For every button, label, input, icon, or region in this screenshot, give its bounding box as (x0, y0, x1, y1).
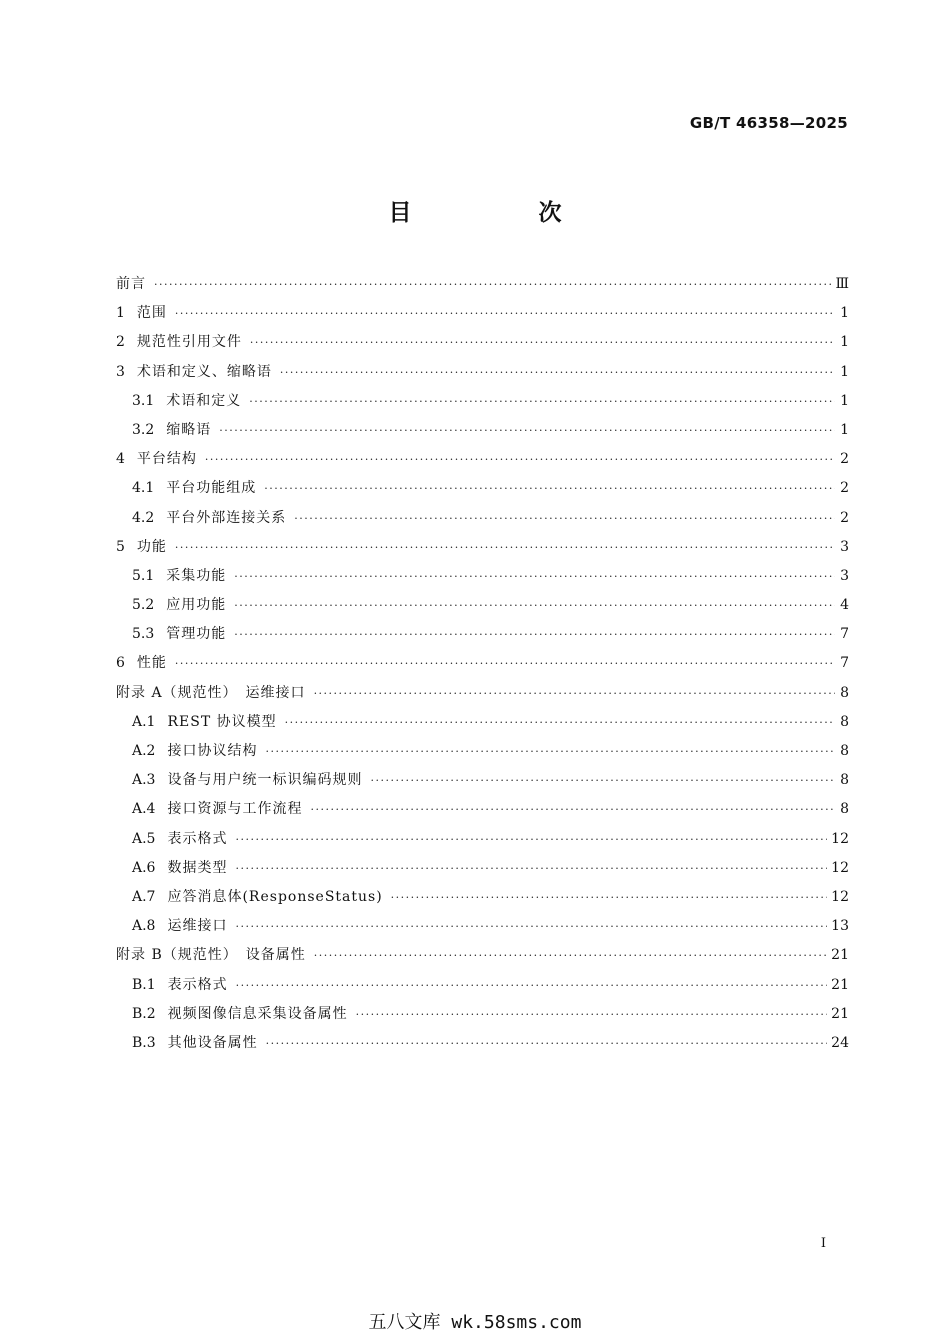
toc-entry[interactable] (116, 971, 849, 1000)
toc-entry-label: 管理功能 (166, 626, 227, 643)
toc-entry[interactable] (116, 328, 849, 357)
toc-entry[interactable] (116, 883, 849, 912)
toc-entry[interactable] (116, 620, 849, 649)
toc-leader-dots (294, 504, 835, 533)
toc-entry[interactable] (116, 795, 849, 824)
toc-entry-label: 附录 B（规范性） 设备属性 (116, 947, 306, 964)
watermark-text: 五八文库 wk.58sms.com (368, 1312, 582, 1333)
toc-entry-number: 5 (116, 538, 125, 555)
toc-entry[interactable] (116, 1029, 849, 1058)
toc-entry[interactable] (116, 474, 849, 503)
toc-entry-page: 2 (840, 480, 849, 497)
toc-leader-dots (235, 825, 827, 854)
toc-entry-label: 平台功能组成 (166, 480, 257, 497)
toc-leader-dots (265, 737, 835, 766)
toc-entry-page: 12 (831, 888, 849, 905)
toc-entry[interactable] (116, 854, 849, 883)
toc-entry-page: 21 (831, 1005, 849, 1022)
toc-entry[interactable] (116, 562, 849, 591)
toc-leader-dots (249, 387, 835, 416)
toc-entry-page: 8 (840, 743, 849, 759)
toc-entry-label: 表示格式 (167, 976, 228, 993)
toc-leader-dots (391, 883, 828, 912)
toc-entry-label: 接口资源与工作流程 (167, 801, 303, 818)
toc-entry-label: 规范性引用文件 (136, 334, 242, 351)
toc-leader-dots (235, 912, 827, 941)
toc-entry[interactable] (116, 504, 849, 533)
toc-entry-number: 1 (116, 305, 125, 322)
toc-entry-page: 1 (840, 421, 849, 438)
toc-entry[interactable] (116, 299, 849, 328)
toc-entry-number: A.5 (132, 830, 156, 847)
toc-entry-page: 4 (840, 597, 849, 614)
toc-entry-label: 前言 (116, 276, 146, 292)
toc-entry-label: 附录 A（规范性） 运维接口 (116, 684, 306, 701)
toc-entry-page: 8 (840, 713, 849, 730)
toc-entry-number: 2 (116, 334, 125, 351)
toc-entry-label: 性能 (136, 655, 167, 672)
toc-entry-page: 2 (840, 509, 849, 526)
toc-leader-dots (175, 533, 835, 562)
toc-entry-page: 8 (840, 772, 849, 789)
toc-entry-number: B.3 (132, 1034, 156, 1051)
toc-entry[interactable] (116, 766, 849, 795)
toc-entry-label: 术语和定义、缩略语 (136, 363, 272, 380)
page-number: I (820, 1236, 826, 1251)
toc-entry[interactable] (116, 1000, 849, 1029)
toc-entry-number: 5.1 (132, 567, 155, 584)
toc-entry[interactable] (116, 737, 849, 766)
page-title: 目 次 (388, 200, 614, 226)
toc-entry-number: 5.3 (132, 626, 155, 643)
toc-entry[interactable] (116, 387, 849, 416)
toc-entry-label: 应用功能 (166, 597, 227, 614)
toc-leader-dots (236, 971, 828, 1000)
toc-entry-number: A.8 (132, 918, 156, 935)
toc-entry-page: 13 (831, 918, 849, 935)
toc-leader-dots (280, 358, 835, 387)
toc-entry-label: 应答消息体(ResponseStatus) (167, 888, 383, 905)
toc-leader-dots (370, 766, 835, 795)
toc-entry-page: 7 (840, 626, 849, 643)
toc-entry[interactable] (116, 708, 849, 737)
toc-leader-dots (235, 854, 827, 883)
toc-leader-dots (264, 474, 835, 503)
toc-entry-page: 21 (831, 976, 849, 993)
toc-entry-page: 8 (840, 801, 849, 818)
toc-entry[interactable] (116, 679, 849, 708)
toc-entry[interactable] (116, 649, 849, 678)
toc-entry-number: A.1 (132, 713, 156, 730)
toc-entry-page: 2 (840, 451, 849, 468)
toc-entry-number: A.2 (132, 743, 156, 759)
toc-entry-page: 7 (840, 655, 849, 672)
toc-entry-page: 12 (831, 830, 849, 847)
toc-entry-label: 表示格式 (167, 830, 228, 847)
toc-entry-label: 平台外部连接关系 (166, 509, 287, 526)
toc-leader-dots (175, 299, 835, 328)
toc-entry-label: 接口协议结构 (167, 743, 258, 759)
toc-entry-number: 4 (116, 451, 125, 468)
toc-entry-label: 平台结构 (136, 451, 197, 468)
toc-entry-label: 数据类型 (167, 859, 228, 876)
toc-entry-label: 其他设备属性 (167, 1034, 258, 1051)
toc-entry-label: 视频图像信息采集设备属性 (167, 1005, 348, 1022)
toc-entry-page: 1 (840, 363, 849, 380)
toc-entry-page: 1 (840, 392, 849, 409)
toc-entry[interactable] (116, 591, 849, 620)
toc-entry-number: 4.2 (132, 509, 155, 526)
toc-leader-dots (234, 591, 835, 620)
toc-entry-number: A.4 (132, 801, 156, 818)
toc-entry[interactable] (116, 416, 849, 445)
toc-leader-dots (310, 795, 835, 824)
toc-entry-label: 术语和定义 (166, 392, 242, 409)
toc-entry-page: 1 (840, 334, 849, 351)
toc-entry[interactable] (116, 941, 849, 970)
toc-leader-dots (219, 416, 835, 445)
toc-entry-label: 范围 (136, 305, 167, 322)
toc-entry-page: 12 (831, 859, 849, 876)
toc-entry-number: 6 (116, 655, 125, 672)
toc-entry[interactable] (116, 445, 849, 474)
toc-entry-page: 24 (831, 1034, 849, 1051)
toc-entry-number: 3.2 (132, 421, 155, 438)
toc-entry[interactable] (116, 825, 849, 854)
toc-leader-dots (175, 649, 835, 678)
toc-leader-dots (314, 679, 835, 708)
toc-entry-label: 功能 (136, 538, 167, 555)
toc-entry-page: Ⅲ (835, 276, 849, 292)
toc-entry-page: 3 (840, 538, 849, 555)
toc-entry-page: 3 (840, 567, 849, 584)
toc-entry-number: 4.1 (132, 480, 155, 497)
toc-entry-number: 3 (116, 363, 125, 380)
toc-leader-dots (285, 708, 835, 737)
toc-leader-dots (154, 270, 831, 299)
table-of-contents (116, 270, 849, 1058)
toc-entry-label: 设备与用户统一标识编码规则 (167, 772, 363, 789)
toc-entry-label: REST 协议模型 (167, 713, 277, 730)
toc-entry-label: 缩略语 (166, 421, 212, 438)
toc-entry-number: B.2 (132, 1005, 156, 1022)
toc-leader-dots (356, 1000, 828, 1029)
toc-entry[interactable] (116, 270, 849, 299)
standard-code: GB/T 46358—2025 (689, 114, 848, 132)
toc-entry-number: 5.2 (132, 597, 155, 614)
toc-leader-dots (314, 941, 827, 970)
toc-entry-number: B.1 (132, 976, 156, 993)
toc-leader-dots (250, 328, 835, 357)
toc-entry[interactable] (116, 912, 849, 941)
toc-entry-page: 21 (831, 947, 849, 964)
toc-entry[interactable] (116, 533, 849, 562)
toc-entry-page: 8 (840, 684, 849, 701)
toc-entry-number: A.7 (132, 888, 156, 905)
toc-entry-number: 3.1 (132, 392, 155, 409)
toc-leader-dots (205, 445, 835, 474)
toc-entry-label: 运维接口 (167, 918, 228, 935)
toc-entry-number: A.3 (132, 772, 156, 789)
toc-leader-dots (234, 620, 835, 649)
toc-entry[interactable] (116, 358, 849, 387)
toc-entry-page: 1 (840, 305, 849, 322)
toc-entry-label: 采集功能 (166, 567, 227, 584)
toc-leader-dots (234, 562, 835, 591)
toc-entry-number: A.6 (132, 859, 156, 876)
toc-leader-dots (266, 1029, 828, 1058)
